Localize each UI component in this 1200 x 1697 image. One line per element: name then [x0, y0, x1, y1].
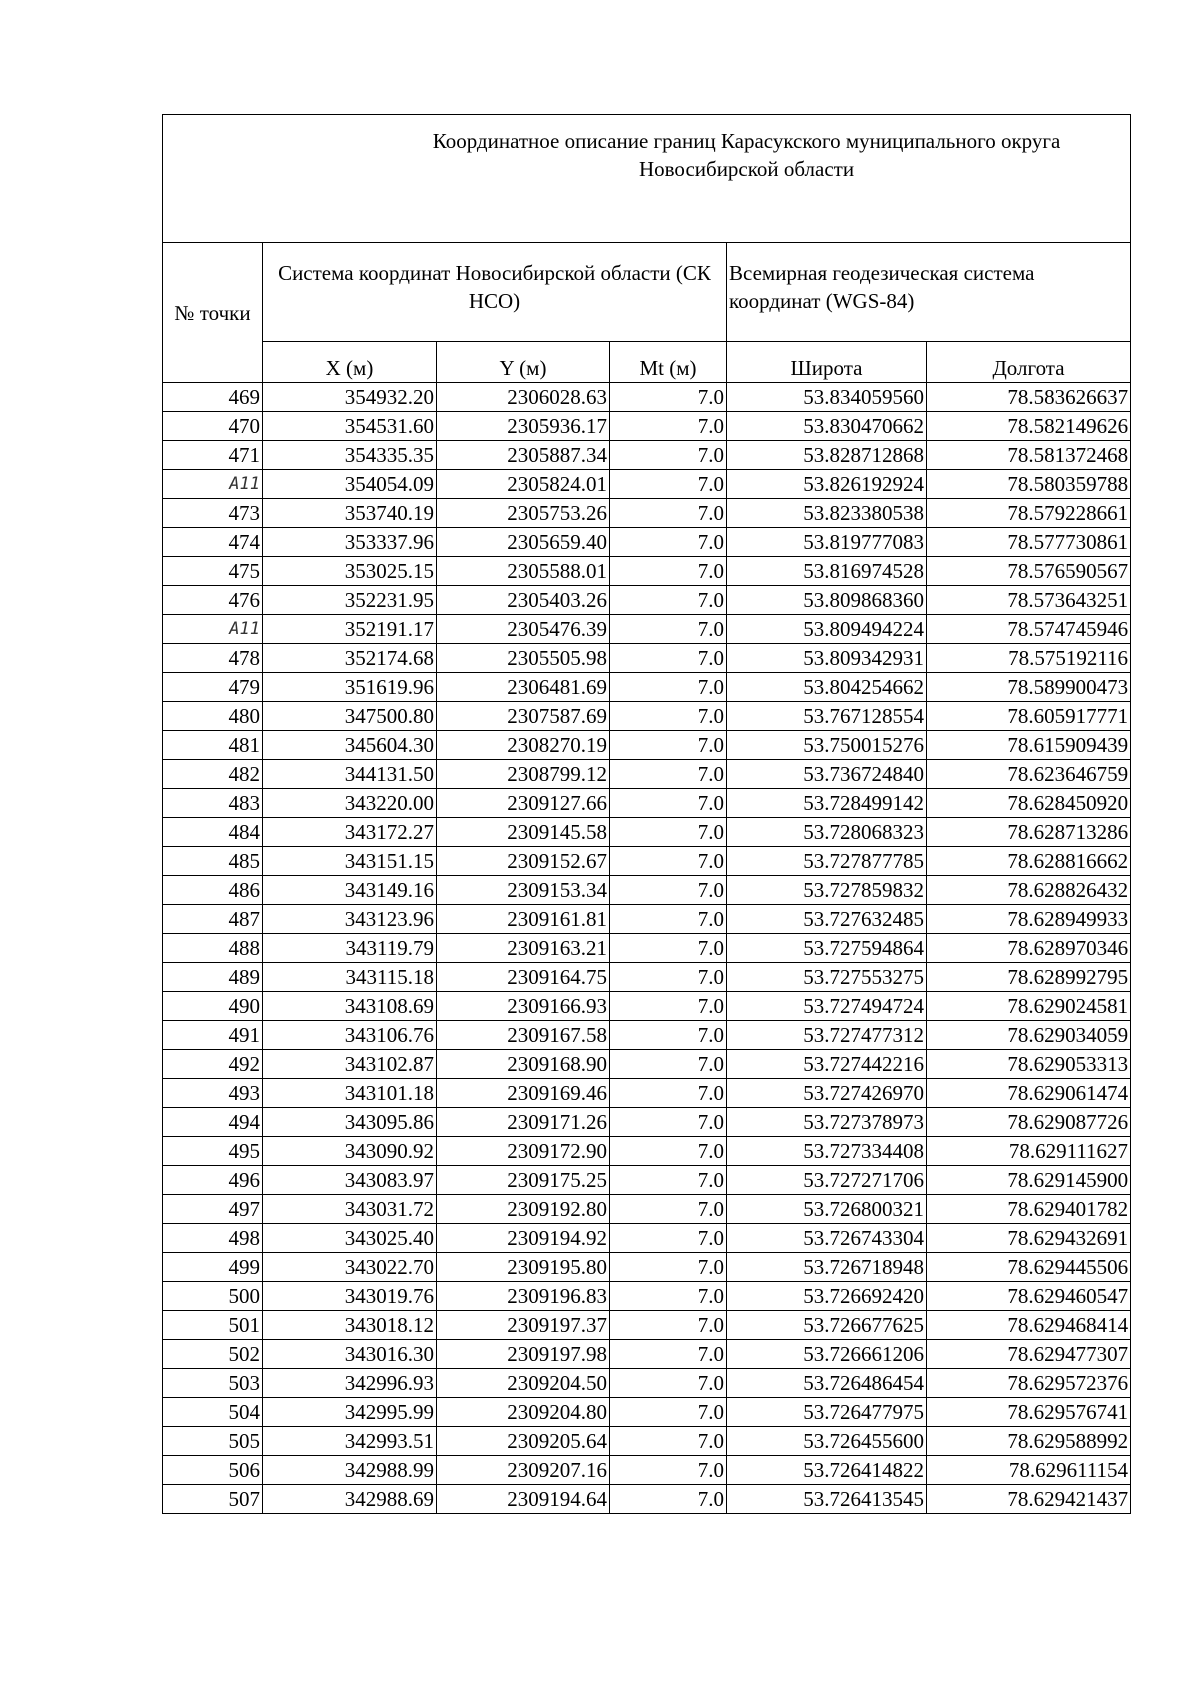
table-row [163, 876, 1131, 905]
table-row [163, 702, 1131, 731]
cell-y: 2309145.58 [437, 818, 610, 847]
cell-longitude: 78.629401782 [927, 1195, 1131, 1224]
title-row [163, 115, 1131, 243]
cell-y: 2309194.64 [437, 1485, 610, 1514]
cell-longitude: 78.589900473 [927, 673, 1131, 702]
cell-point-number: 500 [163, 1282, 263, 1311]
cell-mt: 7.0 [610, 1108, 727, 1137]
cell-longitude: 78.628450920 [927, 789, 1131, 818]
table-row [163, 760, 1131, 789]
cell-x: 343101.18 [263, 1079, 437, 1108]
cell-mt: 7.0 [610, 1485, 727, 1514]
cell-x: 342993.51 [263, 1427, 437, 1456]
cell-latitude: 53.727594864 [727, 934, 927, 963]
cell-longitude: 78.629034059 [927, 1021, 1131, 1050]
cell-longitude: 78.574745946 [927, 615, 1131, 644]
cell-y: 2309166.93 [437, 992, 610, 1021]
cell-latitude: 53.728068323 [727, 818, 927, 847]
table-row [163, 1398, 1131, 1427]
cell-point-number: 502 [163, 1340, 263, 1369]
cell-point-number: 499 [163, 1253, 263, 1282]
cell-x: 342996.93 [263, 1369, 437, 1398]
cell-mt: 7.0 [610, 557, 727, 586]
cell-longitude: 78.629477307 [927, 1340, 1131, 1369]
header-wgs-system: Всемирная геодезическая система координат (WGS-84) [727, 243, 1131, 342]
cell-mt: 7.0 [610, 412, 727, 441]
cell-longitude: 78.628826432 [927, 876, 1131, 905]
cell-longitude: 78.581372468 [927, 441, 1131, 470]
cell-longitude: 78.628970346 [927, 934, 1131, 963]
header-point-number: № точки [163, 243, 263, 383]
cell-latitude: 53.828712868 [727, 441, 927, 470]
cell-longitude: 78.629421437 [927, 1485, 1131, 1514]
cell-y: 2305887.34 [437, 441, 610, 470]
cell-x: 351619.96 [263, 673, 437, 702]
table-row [163, 1369, 1131, 1398]
cell-mt: 7.0 [610, 528, 727, 557]
cell-latitude: 53.726692420 [727, 1282, 927, 1311]
cell-mt: 7.0 [610, 905, 727, 934]
cell-point-number: 491 [163, 1021, 263, 1050]
cell-y: 2309153.34 [437, 876, 610, 905]
cell-point-number: 489 [163, 963, 263, 992]
cell-y: 2307587.69 [437, 702, 610, 731]
header-longitude: Долгота [927, 342, 1131, 383]
cell-y: 2308799.12 [437, 760, 610, 789]
cell-mt: 7.0 [610, 1166, 727, 1195]
table-row [163, 1195, 1131, 1224]
table-row [163, 1224, 1131, 1253]
title-line-1: Координатное описание границ Карасукского муниципального округа [432, 129, 1061, 153]
cell-mt: 7.0 [610, 1369, 727, 1398]
cell-latitude: 53.726477975 [727, 1398, 927, 1427]
cell-y: 2309172.90 [437, 1137, 610, 1166]
table-row [163, 1253, 1131, 1282]
cell-latitude: 53.727494724 [727, 992, 927, 1021]
table-row [163, 818, 1131, 847]
cell-mt: 7.0 [610, 1340, 727, 1369]
table-row [163, 470, 1131, 499]
cell-latitude: 53.804254662 [727, 673, 927, 702]
cell-latitude: 53.726743304 [727, 1224, 927, 1253]
cell-point-number: 487 [163, 905, 263, 934]
cell-mt: 7.0 [610, 1137, 727, 1166]
header-y: Y (м) [437, 342, 610, 383]
cell-point-number: 490 [163, 992, 263, 1021]
cell-mt: 7.0 [610, 586, 727, 615]
cell-latitude: 53.834059560 [727, 383, 927, 412]
cell-point-number: 501 [163, 1311, 263, 1340]
cell-mt: 7.0 [610, 963, 727, 992]
cell-x: 343102.87 [263, 1050, 437, 1079]
table-row [163, 1108, 1131, 1137]
cell-mt: 7.0 [610, 934, 727, 963]
cell-longitude: 78.623646759 [927, 760, 1131, 789]
cell-point-number: 469 [163, 383, 263, 412]
cell-point-number: 503 [163, 1369, 263, 1398]
cell-point-number: 505 [163, 1427, 263, 1456]
cell-point-number: 486 [163, 876, 263, 905]
cell-latitude: 53.727378973 [727, 1108, 927, 1137]
cell-longitude: 78.573643251 [927, 586, 1131, 615]
table-row [163, 644, 1131, 673]
cell-x: 343083.97 [263, 1166, 437, 1195]
header-x: X (м) [263, 342, 437, 383]
cell-x: 343151.15 [263, 847, 437, 876]
cell-x: 343149.16 [263, 876, 437, 905]
cell-latitude: 53.726414822 [727, 1456, 927, 1485]
cell-x: 354932.20 [263, 383, 437, 412]
cell-latitude: 53.727632485 [727, 905, 927, 934]
cell-longitude: 78.582149626 [927, 412, 1131, 441]
table-row [163, 615, 1131, 644]
cell-mt: 7.0 [610, 992, 727, 1021]
cell-mt: 7.0 [610, 1050, 727, 1079]
cell-latitude: 53.726413545 [727, 1485, 927, 1514]
cell-latitude: 53.726455600 [727, 1427, 927, 1456]
cell-x: 352174.68 [263, 644, 437, 673]
cell-latitude: 53.726800321 [727, 1195, 927, 1224]
cell-point-number: A11 [163, 470, 263, 499]
cell-mt: 7.0 [610, 644, 727, 673]
cell-x: 343106.76 [263, 1021, 437, 1050]
cell-point-number: A11 [163, 615, 263, 644]
cell-y: 2309196.83 [437, 1282, 610, 1311]
cell-y: 2309152.67 [437, 847, 610, 876]
cell-y: 2309197.98 [437, 1340, 610, 1369]
cell-latitude: 53.727442216 [727, 1050, 927, 1079]
cell-point-number: 488 [163, 934, 263, 963]
cell-longitude: 78.628992795 [927, 963, 1131, 992]
cell-longitude: 78.575192116 [927, 644, 1131, 673]
cell-point-number: 483 [163, 789, 263, 818]
cell-mt: 7.0 [610, 731, 727, 760]
cell-y: 2309194.92 [437, 1224, 610, 1253]
header-mt: Mt (м) [610, 342, 727, 383]
cell-latitude: 53.830470662 [727, 412, 927, 441]
cell-point-number: 480 [163, 702, 263, 731]
cell-x: 343095.86 [263, 1108, 437, 1137]
cell-point-number: 493 [163, 1079, 263, 1108]
table-row [163, 992, 1131, 1021]
cell-point-number: 494 [163, 1108, 263, 1137]
cell-latitude: 53.727271706 [727, 1166, 927, 1195]
cell-latitude: 53.726718948 [727, 1253, 927, 1282]
table-row [163, 1021, 1131, 1050]
table-row [163, 1427, 1131, 1456]
cell-point-number: 473 [163, 499, 263, 528]
cell-latitude: 53.809868360 [727, 586, 927, 615]
cell-longitude: 78.629087726 [927, 1108, 1131, 1137]
cell-point-number: 507 [163, 1485, 263, 1514]
cell-x: 343172.27 [263, 818, 437, 847]
cell-point-number: 482 [163, 760, 263, 789]
table-row [163, 1137, 1131, 1166]
table-row [163, 586, 1131, 615]
cell-y: 2305505.98 [437, 644, 610, 673]
cell-y: 2305403.26 [437, 586, 610, 615]
cell-x: 352191.17 [263, 615, 437, 644]
cell-x: 353025.15 [263, 557, 437, 586]
cell-y: 2309175.25 [437, 1166, 610, 1195]
cell-y: 2306028.63 [437, 383, 610, 412]
cell-point-number: 492 [163, 1050, 263, 1079]
cell-x: 343090.92 [263, 1137, 437, 1166]
table-row [163, 1485, 1131, 1514]
cell-point-number: 506 [163, 1456, 263, 1485]
cell-latitude: 53.826192924 [727, 470, 927, 499]
cell-point-number: 497 [163, 1195, 263, 1224]
cell-latitude: 53.727553275 [727, 963, 927, 992]
table-row [163, 905, 1131, 934]
cell-longitude: 78.577730861 [927, 528, 1131, 557]
cell-longitude: 78.628816662 [927, 847, 1131, 876]
cell-latitude: 53.726661206 [727, 1340, 927, 1369]
cell-latitude: 53.823380538 [727, 499, 927, 528]
cell-longitude: 78.629611154 [927, 1456, 1131, 1485]
cell-y: 2309127.66 [437, 789, 610, 818]
header-column-row [163, 342, 1131, 383]
cell-y: 2305659.40 [437, 528, 610, 557]
table-row [163, 528, 1131, 557]
cell-y: 2309192.80 [437, 1195, 610, 1224]
table-row [163, 499, 1131, 528]
cell-mt: 7.0 [610, 1224, 727, 1253]
cell-point-number: 504 [163, 1398, 263, 1427]
cell-mt: 7.0 [610, 673, 727, 702]
table-row [163, 557, 1131, 586]
table-row [163, 1050, 1131, 1079]
cell-point-number: 478 [163, 644, 263, 673]
cell-y: 2309204.50 [437, 1369, 610, 1398]
cell-x: 343031.72 [263, 1195, 437, 1224]
cell-x: 353740.19 [263, 499, 437, 528]
cell-y: 2309195.80 [437, 1253, 610, 1282]
cell-point-number: 496 [163, 1166, 263, 1195]
cell-y: 2305936.17 [437, 412, 610, 441]
table-row [163, 1282, 1131, 1311]
table-row [163, 383, 1131, 412]
cell-mt: 7.0 [610, 847, 727, 876]
cell-x: 343119.79 [263, 934, 437, 963]
cell-point-number: 476 [163, 586, 263, 615]
cell-latitude: 53.750015276 [727, 731, 927, 760]
cell-mt: 7.0 [610, 499, 727, 528]
cell-x: 344131.50 [263, 760, 437, 789]
cell-latitude: 53.728499142 [727, 789, 927, 818]
cell-point-number: 495 [163, 1137, 263, 1166]
table-row [163, 1456, 1131, 1485]
cell-x: 343108.69 [263, 992, 437, 1021]
cell-x: 342988.99 [263, 1456, 437, 1485]
cell-longitude: 78.580359788 [927, 470, 1131, 499]
cell-y: 2305476.39 [437, 615, 610, 644]
cell-point-number: 479 [163, 673, 263, 702]
cell-longitude: 78.628713286 [927, 818, 1131, 847]
table-row [163, 847, 1131, 876]
cell-point-number: 485 [163, 847, 263, 876]
table-row [163, 1311, 1131, 1340]
cell-point-number: 475 [163, 557, 263, 586]
cell-point-number: 484 [163, 818, 263, 847]
table-row [163, 412, 1131, 441]
cell-mt: 7.0 [610, 1311, 727, 1340]
table-row [163, 1079, 1131, 1108]
cell-x: 343115.18 [263, 963, 437, 992]
cell-mt: 7.0 [610, 1398, 727, 1427]
cell-mt: 7.0 [610, 1079, 727, 1108]
cell-x: 343025.40 [263, 1224, 437, 1253]
cell-x: 352231.95 [263, 586, 437, 615]
cell-x: 353337.96 [263, 528, 437, 557]
header-group-row [163, 243, 1131, 342]
cell-y: 2309204.80 [437, 1398, 610, 1427]
cell-y: 2309167.58 [437, 1021, 610, 1050]
cell-y: 2309205.64 [437, 1427, 610, 1456]
cell-longitude: 78.605917771 [927, 702, 1131, 731]
cell-longitude: 78.629432691 [927, 1224, 1131, 1253]
cell-longitude: 78.629576741 [927, 1398, 1131, 1427]
cell-y: 2305824.01 [437, 470, 610, 499]
cell-longitude: 78.629053313 [927, 1050, 1131, 1079]
header-local-system: Система координат Новосибирской области (СК НСО) [263, 243, 727, 342]
table-row [163, 1340, 1131, 1369]
cell-mt: 7.0 [610, 760, 727, 789]
cell-point-number: 471 [163, 441, 263, 470]
cell-mt: 7.0 [610, 1195, 727, 1224]
cell-x: 345604.30 [263, 731, 437, 760]
cell-y: 2309169.46 [437, 1079, 610, 1108]
cell-mt: 7.0 [610, 702, 727, 731]
cell-x: 354335.35 [263, 441, 437, 470]
cell-longitude: 78.628949933 [927, 905, 1131, 934]
cell-latitude: 53.726486454 [727, 1369, 927, 1398]
cell-x: 354531.60 [263, 412, 437, 441]
cell-latitude: 53.727477312 [727, 1021, 927, 1050]
cell-longitude: 78.629445506 [927, 1253, 1131, 1282]
cell-mt: 7.0 [610, 1427, 727, 1456]
cell-mt: 7.0 [610, 789, 727, 818]
cell-longitude: 78.615909439 [927, 731, 1131, 760]
cell-latitude: 53.809342931 [727, 644, 927, 673]
cell-longitude: 78.629024581 [927, 992, 1131, 1021]
cell-latitude: 53.727426970 [727, 1079, 927, 1108]
cell-point-number: 470 [163, 412, 263, 441]
cell-mt: 7.0 [610, 1021, 727, 1050]
cell-point-number: 498 [163, 1224, 263, 1253]
cell-x: 343022.70 [263, 1253, 437, 1282]
cell-y: 2305753.26 [437, 499, 610, 528]
cell-longitude: 78.629145900 [927, 1166, 1131, 1195]
cell-x: 354054.09 [263, 470, 437, 499]
cell-latitude: 53.727334408 [727, 1137, 927, 1166]
cell-latitude: 53.816974528 [727, 557, 927, 586]
cell-latitude: 53.819777083 [727, 528, 927, 557]
cell-longitude: 78.629468414 [927, 1311, 1131, 1340]
cell-mt: 7.0 [610, 470, 727, 499]
table-row [163, 441, 1131, 470]
cell-latitude: 53.726677625 [727, 1311, 927, 1340]
cell-x: 343123.96 [263, 905, 437, 934]
cell-longitude: 78.579228661 [927, 499, 1131, 528]
cell-mt: 7.0 [610, 818, 727, 847]
cell-mt: 7.0 [610, 615, 727, 644]
cell-x: 343018.12 [263, 1311, 437, 1340]
table-row [163, 789, 1131, 818]
table-row [163, 963, 1131, 992]
table-row [163, 1166, 1131, 1195]
cell-point-number: 481 [163, 731, 263, 760]
table-row [163, 731, 1131, 760]
document-title [163, 115, 1131, 243]
cell-latitude: 53.727859832 [727, 876, 927, 905]
cell-y: 2309197.37 [437, 1311, 610, 1340]
title-line-2: Новосибирской области [638, 157, 855, 181]
cell-longitude: 78.583626637 [927, 383, 1131, 412]
cell-x: 342988.69 [263, 1485, 437, 1514]
cell-latitude: 53.727877785 [727, 847, 927, 876]
cell-y: 2306481.69 [437, 673, 610, 702]
cell-x: 343019.76 [263, 1282, 437, 1311]
coordinates-table [162, 114, 1131, 1514]
cell-mt: 7.0 [610, 441, 727, 470]
table-row [163, 673, 1131, 702]
cell-longitude: 78.576590567 [927, 557, 1131, 586]
cell-y: 2309171.26 [437, 1108, 610, 1137]
cell-mt: 7.0 [610, 1253, 727, 1282]
cell-mt: 7.0 [610, 1456, 727, 1485]
cell-y: 2309168.90 [437, 1050, 610, 1079]
cell-latitude: 53.736724840 [727, 760, 927, 789]
cell-longitude: 78.629460547 [927, 1282, 1131, 1311]
cell-point-number: 474 [163, 528, 263, 557]
cell-mt: 7.0 [610, 383, 727, 412]
cell-y: 2305588.01 [437, 557, 610, 586]
cell-longitude: 78.629061474 [927, 1079, 1131, 1108]
cell-y: 2309207.16 [437, 1456, 610, 1485]
cell-longitude: 78.629111627 [927, 1137, 1131, 1166]
header-latitude: Широта [727, 342, 927, 383]
cell-y: 2309164.75 [437, 963, 610, 992]
cell-y: 2309163.21 [437, 934, 610, 963]
cell-latitude: 53.809494224 [727, 615, 927, 644]
cell-longitude: 78.629572376 [927, 1369, 1131, 1398]
table-row [163, 934, 1131, 963]
cell-x: 347500.80 [263, 702, 437, 731]
cell-mt: 7.0 [610, 1282, 727, 1311]
cell-y: 2309161.81 [437, 905, 610, 934]
cell-mt: 7.0 [610, 876, 727, 905]
cell-y: 2308270.19 [437, 731, 610, 760]
cell-x: 343016.30 [263, 1340, 437, 1369]
cell-x: 342995.99 [263, 1398, 437, 1427]
cell-x: 343220.00 [263, 789, 437, 818]
cell-longitude: 78.629588992 [927, 1427, 1131, 1456]
cell-latitude: 53.767128554 [727, 702, 927, 731]
